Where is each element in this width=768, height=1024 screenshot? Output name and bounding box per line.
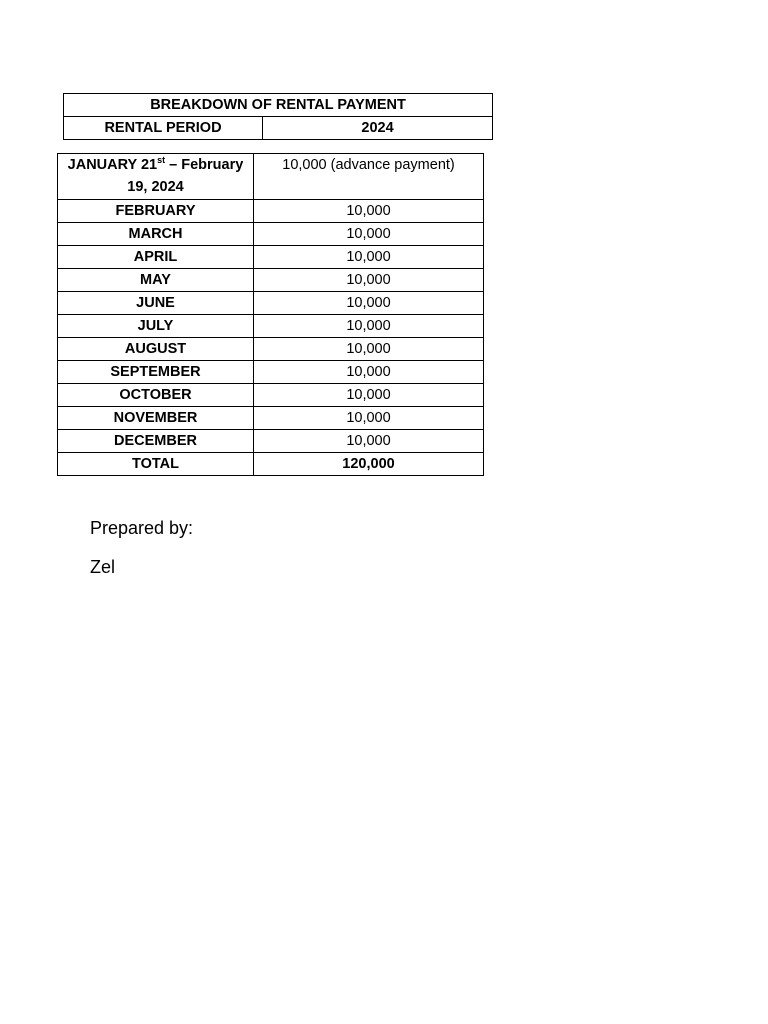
amount-cell: 10,000 xyxy=(254,269,484,292)
table-row xyxy=(58,407,484,430)
header-title-row xyxy=(64,94,493,117)
amount-cell: 10,000 xyxy=(254,430,484,453)
amount-cell: 10,000 xyxy=(254,361,484,384)
amount-cell: 10,000 xyxy=(254,315,484,338)
month-cell: SEPTEMBER xyxy=(58,361,254,384)
column-header-year: 2024 xyxy=(263,117,493,140)
total-amount: 120,000 xyxy=(254,453,484,476)
header-columns-row xyxy=(64,117,493,140)
table-row xyxy=(58,200,484,223)
table-row xyxy=(58,154,484,200)
table-row xyxy=(58,338,484,361)
month-cell: AUGUST xyxy=(58,338,254,361)
column-header-period: RENTAL PERIOD xyxy=(64,117,263,140)
amount-cell: 10,000 xyxy=(254,200,484,223)
period-cell xyxy=(58,154,254,200)
preparer-name: Zel xyxy=(90,557,116,577)
table-title: BREAKDOWN OF RENTAL PAYMENT xyxy=(64,94,493,117)
amount-cell: 10,000 xyxy=(254,246,484,269)
table-row xyxy=(58,384,484,407)
rental-payment-table xyxy=(57,153,484,476)
table-row xyxy=(58,223,484,246)
amount-cell: 10,000 xyxy=(254,338,484,361)
table-row xyxy=(58,246,484,269)
period-text-part2: – February 19, 2024 xyxy=(127,157,244,195)
month-cell: OCTOBER xyxy=(58,384,254,407)
period-text-part1: JANUARY 21 xyxy=(67,157,158,173)
amount-cell: 10,000 xyxy=(254,292,484,315)
month-cell: NOVEMBER xyxy=(58,407,254,430)
amount-cell: 10,000 xyxy=(254,223,484,246)
month-cell: MARCH xyxy=(58,223,254,246)
table-row xyxy=(58,361,484,384)
total-label: TOTAL xyxy=(58,453,254,476)
table-row xyxy=(58,292,484,315)
period-ordinal: st xyxy=(157,155,166,166)
month-cell: MAY xyxy=(58,269,254,292)
month-cell: JULY xyxy=(58,315,254,338)
total-row xyxy=(58,453,484,476)
table-row xyxy=(58,430,484,453)
amount-cell: 10,000 (advance payment) xyxy=(254,154,484,200)
month-cell: DECEMBER xyxy=(58,430,254,453)
rental-header-table xyxy=(63,93,493,140)
table-row xyxy=(58,269,484,292)
month-cell: APRIL xyxy=(58,246,254,269)
amount-cell: 10,000 xyxy=(254,407,484,430)
month-cell: JUNE xyxy=(58,292,254,315)
table-row xyxy=(58,315,484,338)
prepared-by-label: Prepared by: xyxy=(90,518,194,538)
month-cell: FEBRUARY xyxy=(58,200,254,223)
amount-cell: 10,000 xyxy=(254,384,484,407)
